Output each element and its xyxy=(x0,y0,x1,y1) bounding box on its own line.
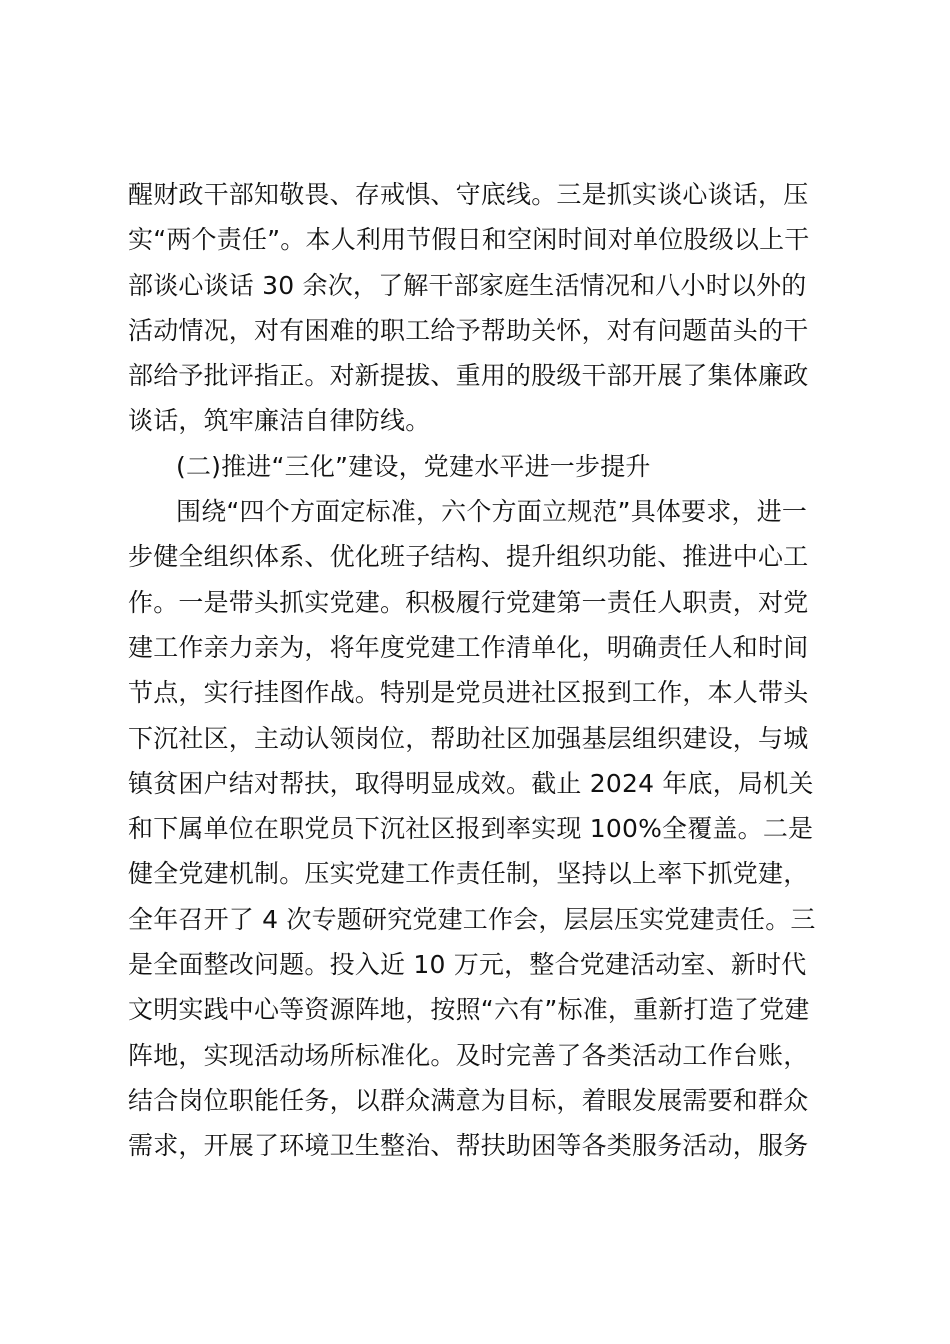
body-text xyxy=(128,172,828,1169)
paragraph-first-line: 围绕“四个方面定标准，六个方面立规范”具体要求，进一 xyxy=(176,497,808,527)
text-line: 镇贫困户结对帮扶，取得明显成效。截止 2024 年底，局机关 xyxy=(128,768,814,798)
text-line: 实“两个责任”。本人利用节假日和空闲时间对单位股级以上干 xyxy=(128,225,810,255)
text-line: 建工作亲力亲为，将年度党建工作清单化，明确责任人和时间 xyxy=(128,632,809,662)
text-line: 阵地，实现活动场所标准化。及时完善了各类活动工作台账， xyxy=(128,1040,809,1070)
text-line: 全年召开了 4 次专题研究党建工作会，层层压实党建责任。三 xyxy=(128,904,816,934)
text-line: 节点，实行挂图作战。特别是党员进社区报到工作，本人带头 xyxy=(128,678,809,708)
text-line: 部给予批评指正。对新提拔、重用的股级干部开展了集体廉政 xyxy=(128,361,809,391)
text-line: 作。一是带头抓实党建。积极履行党建第一责任人职责，对党 xyxy=(128,587,809,617)
text-line: 步健全组织体系、优化班子结构、提升组织功能、推进中心工 xyxy=(128,542,809,572)
text-line: 部谈心谈话 30 余次，了解干部家庭生活情况和八小时以外的 xyxy=(128,270,807,300)
text-line: 需求，开展了环境卫生整治、帮扶助困等各类服务活动，服务 xyxy=(128,1131,809,1161)
text-line: 活动情况，对有困难的职工给予帮助关怀，对有问题苗头的干 xyxy=(128,315,809,345)
text-line: 醒财政干部知敬畏、存戒惧、守底线。三是抓实谈心谈话，压 xyxy=(128,180,809,209)
text-line: 谈话，筑牢廉洁自律防线。 xyxy=(128,406,431,436)
section-heading: (二)推进“三化”建设，党建水平进一步提升 xyxy=(176,451,651,481)
text-line: 健全党建机制。压实党建工作责任制，坚持以上率下抓党建， xyxy=(128,859,809,889)
text-line: 是全面整改问题。投入近 10 万元，整合党建活动室、新时代 xyxy=(128,950,807,980)
text-line: 和下属单位在职党员下沉社区报到率实现 100%全覆盖。二是 xyxy=(128,814,814,844)
text-line: 下沉社区，主动认领岗位，帮助社区加强基层组织建设，与城 xyxy=(128,723,809,753)
text-line: 文明实践中心等资源阵地，按照“六有”标准，重新打造了党建 xyxy=(128,995,810,1025)
text-line: 结合岗位职能任务，以群众满意为目标，着眼发展需要和群众 xyxy=(128,1085,809,1115)
